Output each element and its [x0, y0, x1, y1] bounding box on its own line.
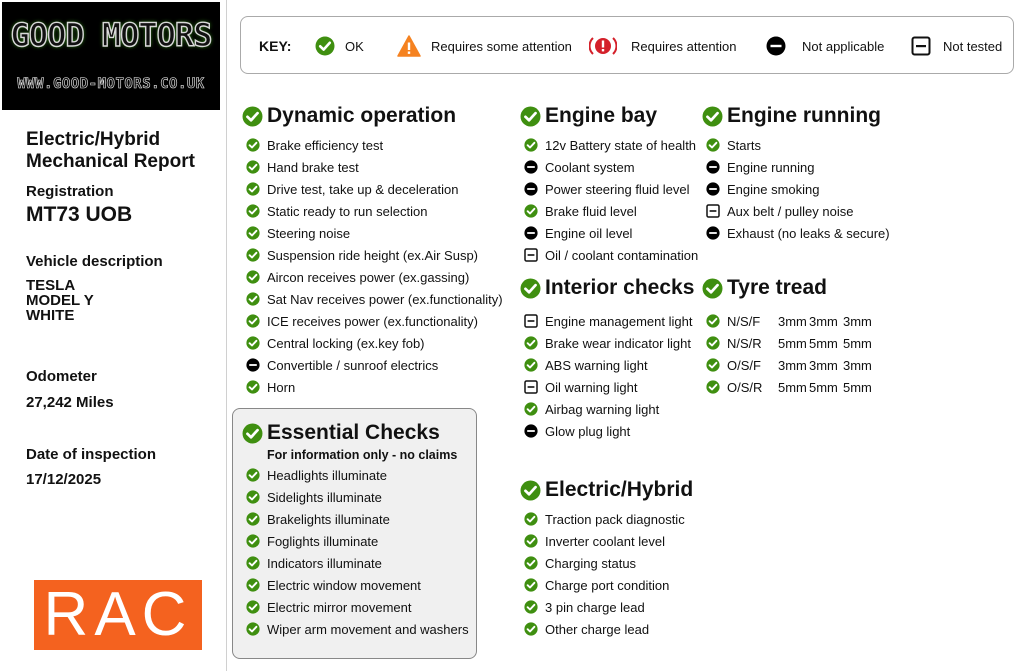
essential-check-item-label: Headlights illuminate: [267, 467, 387, 483]
ok-icon: [702, 106, 723, 127]
electric-hybrid-item-label: Charge port condition: [545, 577, 670, 593]
ok-icon: [524, 578, 538, 592]
ok-icon: [520, 106, 541, 127]
ok-icon: [524, 534, 538, 548]
interior-check-item-label: Engine management light: [545, 313, 693, 329]
tyre-tread-depth: 5mm: [843, 335, 872, 351]
ok-icon: [246, 160, 260, 174]
ok-icon: [315, 36, 335, 56]
engine-bay-item-label: Coolant system: [545, 159, 635, 175]
ok-icon: [246, 556, 260, 570]
ok-icon: [706, 138, 720, 152]
ok-icon: [524, 402, 538, 416]
interior-check-item: [524, 400, 659, 418]
electric-hybrid-item-label: 3 pin charge lead: [545, 599, 645, 615]
dynamic-operation-item: [246, 246, 478, 264]
dynamic-operation-item-label: Central locking (ex.key fob): [267, 335, 425, 351]
essential-check-item: [246, 532, 378, 550]
engine-running-title: Engine running: [727, 104, 881, 127]
dynamic-operation-item-label: Static ready to run selection: [267, 203, 428, 219]
tyre-tread-depth: 3mm: [809, 357, 838, 373]
ok-icon: [524, 138, 538, 152]
ok-icon: [246, 468, 260, 482]
essential-checks-subtitle: For information only - no claims: [267, 448, 458, 462]
ok-icon: [520, 278, 541, 299]
tyre-tread-row: [706, 312, 872, 330]
dynamic-operation-item-label: Drive test, take up & deceleration: [267, 181, 459, 197]
dynamic-operation-item-label: Sat Nav receives power (ex.functionality): [267, 291, 503, 307]
tyre-tread-row: [706, 378, 872, 396]
ok-icon: [524, 358, 538, 372]
ok-icon: [246, 248, 260, 262]
engine-bay-item: [524, 224, 632, 242]
not-applicable-icon: [706, 226, 720, 240]
not-applicable-icon: [524, 182, 538, 196]
dynamic-operation-item-label: Convertible / sunroof electrics: [267, 357, 439, 373]
tyre-position: O/S/F: [727, 357, 761, 373]
dynamic-operation-item: [246, 202, 427, 220]
dynamic-operation-item-label: Horn: [267, 379, 296, 395]
electric-hybrid-item-label: Traction pack diagnostic: [545, 511, 685, 527]
dynamic-operation-item: [246, 312, 478, 330]
ok-icon: [242, 106, 263, 127]
interior-check-item: [524, 356, 648, 374]
ok-icon: [246, 204, 260, 218]
electric-hybrid-title: Electric/Hybrid: [545, 478, 694, 501]
ok-icon: [246, 512, 260, 526]
ok-icon: [524, 622, 538, 636]
not-applicable-icon: [766, 36, 786, 56]
engine-running-item-label: Starts: [727, 137, 761, 153]
key-ok: [315, 17, 364, 75]
rac-logo-text: RAC: [43, 580, 193, 649]
tyre-tread-depth: 5mm: [843, 379, 872, 395]
key-attention-label: Requires attention: [631, 38, 737, 54]
essential-check-item-label: Wiper arm movement and washers: [267, 621, 469, 637]
ok-icon: [246, 600, 260, 614]
registration-value: MT73 UOB: [26, 203, 133, 226]
rac-logo: [34, 580, 202, 650]
engine-running-item: [706, 180, 820, 198]
engine-bay-item: [524, 136, 696, 154]
essential-check-item: [246, 554, 382, 572]
report-title-line1: Electric/Hybrid: [26, 129, 161, 150]
not-tested-icon: [524, 314, 538, 328]
ok-icon: [706, 358, 720, 372]
interior-check-item-label: Brake wear indicator light: [545, 335, 691, 351]
essential-check-item-label: Sidelights illuminate: [267, 489, 382, 505]
vehicle-description-label: Vehicle description: [26, 253, 163, 270]
key-not-applicable-label: Not applicable: [802, 38, 885, 54]
ok-icon: [246, 490, 260, 504]
dynamic-operation-item-label: Aircon receives power (ex.gassing): [267, 269, 470, 285]
not-applicable-icon: [246, 358, 260, 372]
engine-bay-title: Engine bay: [545, 104, 658, 127]
electric-hybrid-item: [524, 620, 649, 638]
dynamic-operation-title: Dynamic operation: [267, 104, 457, 127]
engine-bay-item-label: Engine oil level: [545, 225, 633, 241]
tyre-position: O/S/R: [727, 379, 763, 395]
dynamic-operation-item-label: Brake efficiency test: [267, 137, 384, 153]
interior-checks-header: [520, 276, 694, 300]
registration-label: Registration: [26, 183, 114, 200]
ok-icon: [242, 423, 263, 444]
dynamic-operation-item-label: ICE receives power (ex.functionality): [267, 313, 478, 329]
interior-check-item-label: Airbag warning light: [545, 401, 660, 417]
dynamic-operation-item: [246, 356, 438, 374]
vehicle-model: MODEL Y: [26, 292, 94, 309]
key-not-applicable: [766, 17, 884, 75]
not-tested-icon: [524, 380, 538, 394]
dynamic-operation-item: [246, 136, 383, 154]
report-title-line2: Mechanical Report: [26, 151, 195, 172]
electric-hybrid-item: [524, 598, 645, 616]
ok-icon: [246, 622, 260, 636]
odometer-value: 27,242 Miles: [26, 394, 114, 411]
ok-icon: [706, 380, 720, 394]
date-value: 17/12/2025: [26, 471, 102, 488]
dynamic-operation-item: [246, 378, 295, 396]
electric-hybrid-item-label: Other charge lead: [545, 621, 650, 637]
essential-checks-header: [242, 421, 440, 445]
engine-running-item: [706, 136, 761, 154]
essential-check-item: [246, 620, 469, 638]
ok-icon: [706, 314, 720, 328]
engine-bay-header: [520, 104, 657, 128]
engine-bay-item-label: Brake fluid level: [545, 203, 637, 219]
electric-hybrid-item: [524, 510, 685, 528]
engine-bay-item-label: 12v Battery state of health: [545, 137, 697, 153]
ok-icon: [520, 480, 541, 501]
ok-icon: [246, 182, 260, 196]
essential-check-item-label: Electric window movement: [267, 577, 421, 593]
interior-check-item-label: Glow plug light: [545, 423, 631, 439]
not-applicable-icon: [524, 160, 538, 174]
essential-check-item-label: Brakelights illuminate: [267, 511, 390, 527]
not-applicable-icon: [706, 182, 720, 196]
tyre-position: N/S/R: [727, 335, 762, 351]
tyre-tread-row: [706, 334, 872, 352]
engine-bay-item-label: Power steering fluid level: [545, 181, 690, 197]
ok-icon: [524, 512, 538, 526]
ok-icon: [702, 278, 723, 299]
tyre-tread-depth: 3mm: [843, 313, 872, 329]
dynamic-operation-item-label: Suspension ride height (ex.Air Susp): [267, 247, 479, 263]
engine-running-item-label: Exhaust (no leaks & secure): [727, 225, 890, 241]
ok-icon: [246, 578, 260, 592]
tyre-tread-row: [706, 356, 872, 374]
logo-name: GOOD MOTORS: [10, 16, 212, 54]
vehicle-description: [26, 278, 94, 323]
electric-hybrid-item-label: Charging status: [545, 555, 637, 571]
ok-icon: [246, 226, 260, 240]
not-applicable-icon: [706, 160, 720, 174]
date-label: Date of inspection: [26, 446, 157, 463]
key-some-attention-label: Requires some attention: [431, 38, 572, 54]
not-tested-icon: [706, 204, 720, 218]
tyre-tread-depth: 5mm: [809, 379, 838, 395]
odometer-label: Odometer: [26, 368, 97, 385]
interior-check-item: [524, 422, 630, 440]
key-label: KEY:: [259, 38, 292, 54]
essential-check-item-label: Foglights illuminate: [267, 533, 379, 549]
key-legend: [240, 16, 1014, 74]
interior-checks-title: Interior checks: [545, 276, 695, 299]
report-title: [26, 129, 195, 173]
dynamic-operation-item: [246, 334, 425, 352]
interior-check-item-label: ABS warning light: [545, 357, 648, 373]
tyre-tread-depth: 3mm: [778, 313, 807, 329]
interior-check-item: [524, 312, 692, 330]
ok-icon: [524, 600, 538, 614]
dynamic-operation-item: [246, 290, 503, 308]
tyre-tread-depth: 5mm: [778, 335, 807, 351]
logo-url: WWW.GOOD-MOTORS.CO.UK: [17, 76, 205, 92]
ok-icon: [524, 336, 538, 350]
engine-running-item: [706, 158, 814, 176]
dynamic-operation-item-label: Steering noise: [267, 225, 351, 241]
essential-check-item-label: Electric mirror movement: [267, 599, 412, 615]
alert-icon: [589, 35, 617, 57]
tyre-tread-depth: 5mm: [778, 379, 807, 395]
engine-running-header: [702, 104, 881, 128]
tyre-tread-title: Tyre tread: [727, 276, 827, 299]
engine-running-item: [706, 202, 853, 220]
ok-icon: [524, 204, 538, 218]
electric-hybrid-item: [524, 576, 669, 594]
essential-check-item: [246, 466, 387, 484]
ok-icon: [246, 292, 260, 306]
key-ok-label: OK: [345, 38, 364, 54]
tyre-tread-depth: 3mm: [778, 357, 807, 373]
interior-check-item: [524, 334, 691, 352]
dynamic-operation-item: [246, 158, 359, 176]
warning-icon: [397, 35, 421, 57]
good-motors-logo: [2, 2, 220, 110]
not-applicable-icon: [524, 226, 538, 240]
tyre-tread-header: [702, 276, 827, 300]
engine-running-item: [706, 224, 890, 242]
vehicle-make: TESLA: [26, 277, 76, 294]
dynamic-operation-item: [246, 224, 350, 242]
vehicle-colour: WHITE: [26, 307, 75, 324]
key-not-tested: [911, 17, 1002, 75]
ok-icon: [706, 336, 720, 350]
engine-running-item-label: Engine running: [727, 159, 815, 175]
engine-bay-item-label: Oil / coolant contamination: [545, 247, 699, 263]
key-some-attention: [397, 17, 572, 75]
engine-bay-item: [524, 158, 635, 176]
interior-check-item: [524, 378, 638, 396]
dynamic-operation-header: [242, 104, 456, 128]
ok-icon: [246, 314, 260, 328]
ok-icon: [246, 380, 260, 394]
tyre-tread-depth: 3mm: [809, 313, 838, 329]
electric-hybrid-item: [524, 554, 636, 572]
electric-hybrid-item: [524, 532, 665, 550]
not-applicable-icon: [524, 424, 538, 438]
interior-check-item-label: Oil warning light: [545, 379, 638, 395]
ok-icon: [246, 270, 260, 284]
ok-icon: [524, 556, 538, 570]
dynamic-operation-item-label: Hand brake test: [267, 159, 359, 175]
ok-icon: [246, 138, 260, 152]
tyre-position: N/S/F: [727, 313, 761, 329]
electric-hybrid-header: [520, 478, 693, 502]
column-divider: [226, 0, 227, 671]
essential-check-item: [246, 510, 390, 528]
essential-check-item-label: Indicators illuminate: [267, 555, 382, 571]
essential-checks-title: Essential Checks: [267, 421, 440, 444]
dynamic-operation-item: [246, 180, 459, 198]
not-tested-icon: [524, 248, 538, 262]
ok-icon: [246, 534, 260, 548]
essential-check-item: [246, 598, 411, 616]
ok-icon: [246, 336, 260, 350]
key-attention: [589, 17, 737, 75]
essential-check-item: [246, 576, 421, 594]
key-not-tested-label: Not tested: [943, 38, 1003, 54]
essential-check-item: [246, 488, 382, 506]
not-tested-icon: [911, 36, 931, 56]
engine-running-item-label: Aux belt / pulley noise: [727, 203, 854, 219]
dynamic-operation-item: [246, 268, 469, 286]
engine-bay-item: [524, 180, 690, 198]
tyre-tread-depth: 5mm: [809, 335, 838, 351]
tyre-tread-depth: 3mm: [843, 357, 872, 373]
electric-hybrid-item-label: Inverter coolant level: [545, 533, 665, 549]
engine-running-item-label: Engine smoking: [727, 181, 820, 197]
engine-bay-item: [524, 246, 698, 264]
engine-bay-item: [524, 202, 637, 220]
